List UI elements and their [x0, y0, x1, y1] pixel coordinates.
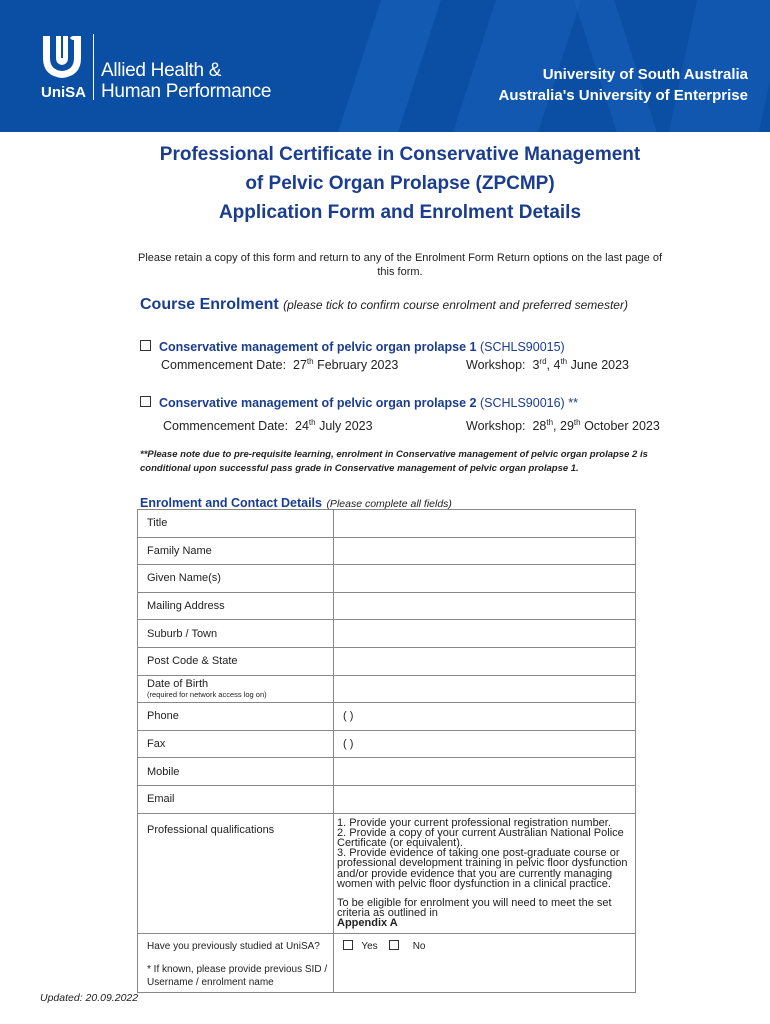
logo-divider: [93, 34, 94, 100]
section-title: Course Enrolment: [140, 296, 279, 313]
logo-text: UniSA: [41, 84, 86, 101]
contact-title: Enrolment and Contact Details: [140, 496, 322, 510]
course-2-code: (SCHLS90016): [479, 396, 565, 410]
fax-input[interactable]: [334, 730, 636, 758]
dob-input[interactable]: [334, 675, 636, 703]
faculty-line-1: Allied Health &: [101, 60, 222, 81]
qualifications-label: Professional qualifications: [138, 813, 334, 933]
workshop-label: Workshop:: [466, 358, 526, 373]
workshop-day-2: 4: [553, 358, 561, 373]
table-row: [138, 510, 636, 538]
section-note: (please tick to confirm course enrolment and preferred semester): [283, 298, 628, 312]
title-label: Title: [138, 510, 334, 538]
course-1-row: [140, 340, 565, 354]
qual-criteria: To be eligible for enrolment you will need to meet the set criteria as outlined in: [337, 896, 612, 920]
title-line-3: Application Form and Enrolment Details: [218, 202, 582, 223]
qual-item-2: 2. Provide a copy of your current Australian National Police Certificate (or equivalent).: [337, 826, 624, 849]
phone-label: Phone: [138, 703, 334, 731]
yes-checkbox[interactable]: [343, 940, 353, 950]
contact-form-table: [137, 509, 636, 993]
table-row: [138, 758, 636, 786]
table-row: [138, 675, 636, 703]
workshop-sup-2: th: [560, 357, 568, 366]
fax-area-code: ( ): [343, 738, 354, 751]
university-line-1: University of South Australia: [542, 66, 748, 83]
table-row: [138, 933, 636, 992]
commencement-label: Commencement Date:: [161, 358, 287, 373]
course-2-commencement: [163, 418, 373, 433]
family-name-label: Family Name: [138, 537, 334, 565]
title-line-1: Professional Certificate in Conservative Management: [159, 144, 641, 165]
table-row: [138, 592, 636, 620]
suburb-input[interactable]: [334, 620, 636, 648]
studied-question: Have you previously studied at UniSA?: [147, 940, 320, 952]
course-2-workshop: Workshop: 28th, 29th October 2023: [466, 418, 660, 434]
suburb-label: Suburb / Town: [138, 620, 334, 648]
course-1-checkbox[interactable]: [140, 340, 151, 351]
workshop-month: June 2023: [570, 358, 629, 373]
email-input[interactable]: [334, 785, 636, 813]
commencement-month: February 2023: [317, 358, 399, 373]
mobile-input[interactable]: [334, 758, 636, 786]
course-2-name: Conservative management of pelvic organ prolapse 2: [159, 396, 477, 410]
unisa-logo-icon: [40, 32, 84, 80]
title-input[interactable]: [334, 510, 636, 538]
qual-appendix: Appendix A: [337, 917, 398, 930]
university-line-2: Australia's University of Enterprise: [498, 87, 748, 104]
course-2-suffix: **: [568, 396, 578, 410]
dob-note: (required for network access log on): [147, 690, 267, 700]
postcode-state-label: Post Code & State: [138, 647, 334, 675]
course-enrolment-heading: [140, 296, 628, 314]
given-names-input[interactable]: [334, 565, 636, 593]
table-row: [138, 703, 636, 731]
email-label: Email: [138, 785, 334, 813]
course-2-checkbox[interactable]: [140, 396, 151, 407]
postcode-state-input[interactable]: [334, 647, 636, 675]
university-name: [499, 64, 749, 106]
dob-label: [138, 675, 334, 703]
contact-note: (Please complete all fields): [326, 498, 452, 510]
workshop-month: October 2023: [584, 419, 660, 434]
phone-input[interactable]: [334, 703, 636, 731]
studied-label: [138, 933, 334, 992]
no-label: No: [412, 940, 426, 952]
course-1-workshop: Workshop: 3rd, 4th June 2023: [466, 357, 629, 373]
yes-label: Yes: [361, 940, 378, 952]
given-names-label: Given Name(s): [138, 565, 334, 593]
qualifications-input[interactable]: [334, 813, 636, 933]
table-row: [138, 565, 636, 593]
course-1-name: Conservative management of pelvic organ prolapse 1: [159, 340, 477, 354]
workshop-day-1: 3: [532, 358, 540, 373]
qual-item-1: 1. Provide your current professional registration number.: [337, 816, 611, 829]
workshop-sup-2: th: [573, 418, 581, 427]
commencement-day: 24: [295, 419, 309, 434]
workshop-sup-1: rd: [539, 357, 547, 366]
workshop-day-1: 28: [532, 419, 547, 434]
studied-answer: [334, 933, 636, 992]
workshop-day-2: 29: [560, 419, 574, 434]
table-row: [138, 730, 636, 758]
course-2-row: [140, 396, 578, 410]
qual-item-3: 3. Provide evidence of taking one post-graduate course or professional development training in pelvic floor dysfunction and/or provide evidence that you are currently managing women with pelvic floor dysfunction in a clinical practice.: [337, 847, 628, 890]
table-row: [138, 813, 636, 933]
workshop-label: Workshop:: [466, 419, 526, 434]
fax-label: Fax: [138, 730, 334, 758]
table-row: [138, 537, 636, 565]
mailing-address-label: Mailing Address: [138, 592, 334, 620]
faculty-name: [101, 60, 271, 102]
prerequisite-note: **Please note due to pre-requisite learning, enrolment in Conservative management of pelvic organ prolapse 2 is conditional upon successful pass grade in Conservative management of pelvic organ prolapse 1.: [140, 449, 648, 474]
intro-text: Please retain a copy of this form and return to any of the Enrolment Form Return options on the last page of this form.: [137, 252, 662, 278]
page-title: [0, 140, 770, 227]
phone-area-code: ( ): [343, 710, 354, 723]
commencement-label: Commencement Date:: [163, 419, 289, 434]
table-row: [138, 647, 636, 675]
commencement-day: 27: [293, 358, 307, 373]
course-1-code: (SCHLS90015): [479, 340, 565, 354]
commencement-month: July 2023: [319, 419, 373, 434]
commencement-sup: th: [308, 418, 316, 427]
mobile-label: Mobile: [138, 758, 334, 786]
header-banner: [0, 0, 770, 132]
updated-date: Updated: 20.09.2022: [40, 992, 139, 1004]
family-name-input[interactable]: [334, 537, 636, 565]
sid-note: * If known, please provide previous SID / Username / enrolment name: [147, 963, 328, 988]
course-1-commencement: [161, 357, 398, 372]
commencement-sup: th: [306, 357, 314, 366]
dob-text: Date of Birth: [147, 678, 209, 691]
table-row: [138, 785, 636, 813]
no-checkbox[interactable]: [389, 940, 399, 950]
mailing-address-input[interactable]: [334, 592, 636, 620]
workshop-sup-1: th: [546, 418, 554, 427]
title-line-2: of Pelvic Organ Prolapse (ZPCMP): [245, 173, 555, 194]
table-row: [138, 620, 636, 648]
faculty-line-2: Human Performance: [101, 81, 272, 102]
